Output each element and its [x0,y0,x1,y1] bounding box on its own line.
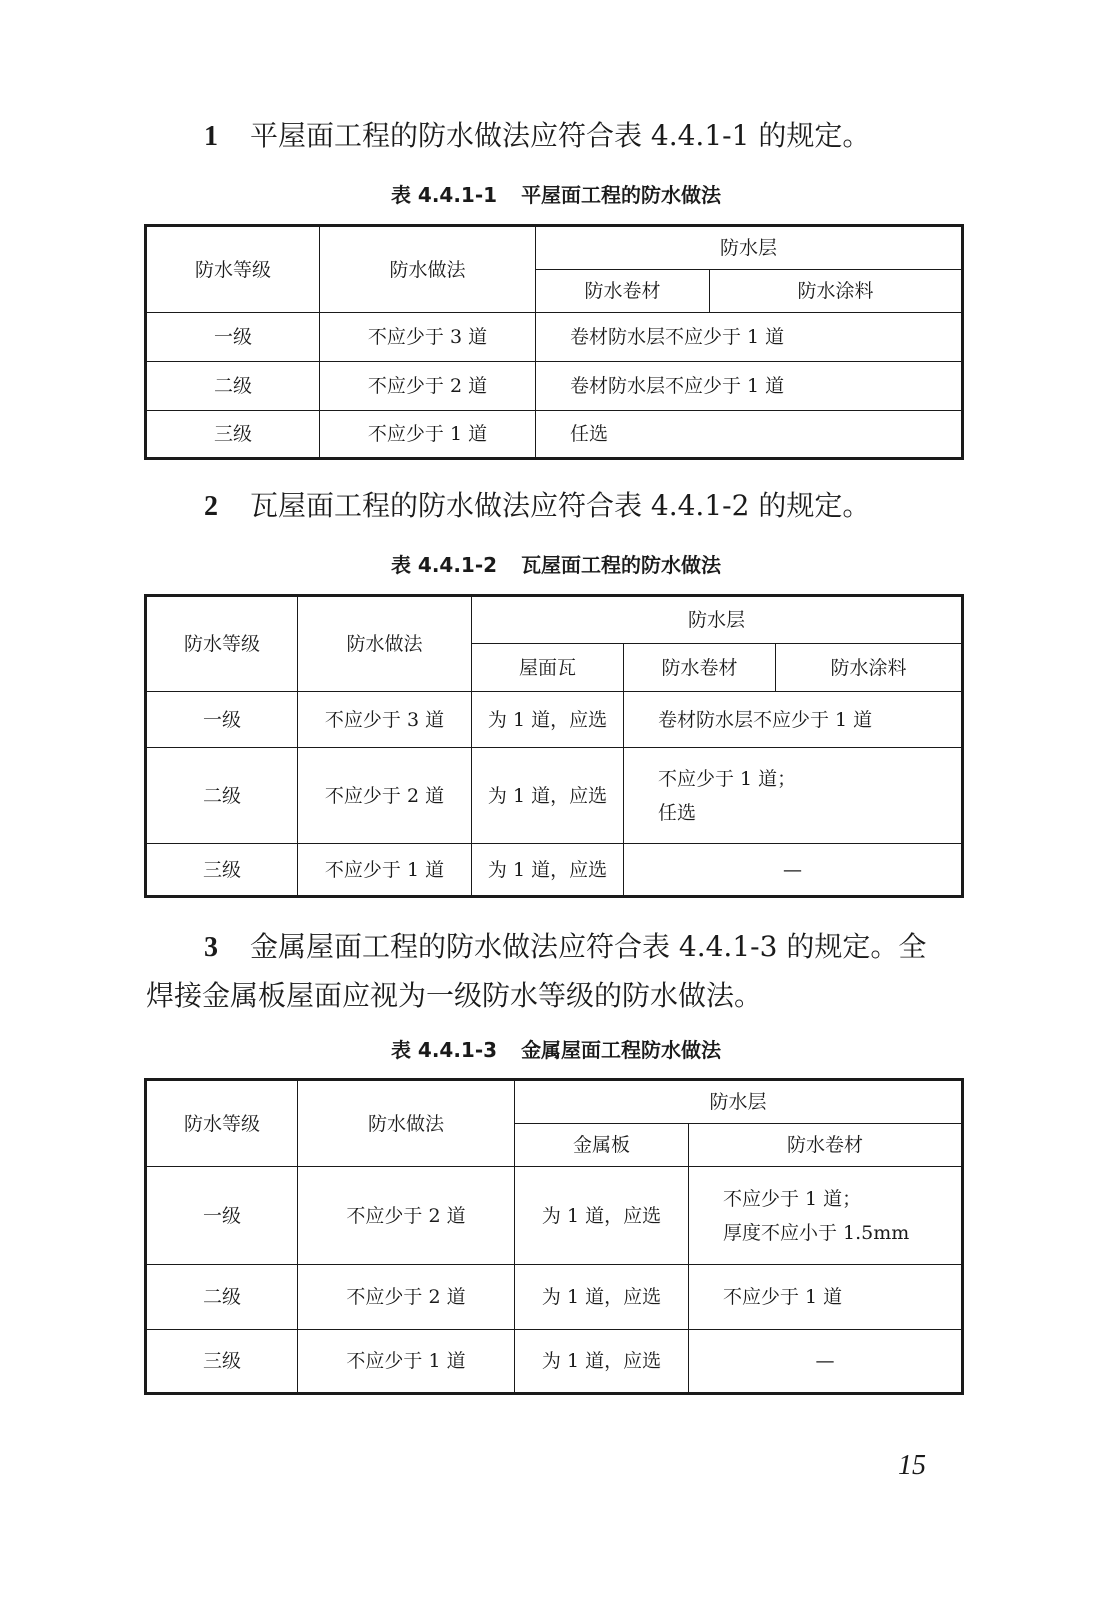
caption-number: 表 4.4.1-1 [390,183,498,207]
header-grade: 防水等级 [146,1080,298,1167]
paragraph-text: 平屋面工程的防水做法应符合表 4.4.1-1 的规定。 [250,119,871,152]
table-caption-3 [146,1036,966,1064]
cell-method: 不应少于 1 道 [320,411,536,459]
paragraph-text: 焊接金属板屋面应视为一级防水等级的防水做法。 [146,979,763,1012]
cell-line: 不应少于 1 道； [658,767,797,790]
caption-title: 平屋面工程的防水做法 [521,183,722,207]
cell-metal: 为 1 道，应选 [515,1167,689,1265]
cell-method: 不应少于 2 道 [298,748,472,844]
cell-tile: 为 1 道，应选 [472,844,624,897]
header-grade: 防水等级 [146,596,298,692]
cell-grade: 二级 [146,1265,298,1330]
cell-membrane: — [689,1330,963,1394]
cell-membrane: 不应少于 1 道 [689,1265,963,1330]
cell-layer: — [624,844,963,897]
table-row [146,362,963,411]
cell-layer: 卷材防水层不应少于 1 道 [624,692,963,748]
caption-title: 金属屋面工程防水做法 [521,1038,722,1062]
cell-grade: 一级 [146,313,320,362]
header-layer: 防水层 [472,596,963,644]
cell-method: 不应少于 2 道 [298,1167,515,1265]
paragraph-number: 2 [204,491,218,522]
caption-title: 瓦屋面工程的防水做法 [521,553,722,577]
cell-grade: 三级 [146,411,320,459]
header-sub: 防水涂料 [710,270,963,313]
header-layer: 防水层 [515,1080,963,1124]
paragraph-number: 1 [204,121,218,152]
cell-membrane [689,1167,963,1265]
cell-layer: 卷材防水层不应少于 1 道 [536,313,963,362]
header-method: 防水做法 [298,596,472,692]
cell-grade: 三级 [146,844,298,897]
table-row [146,313,963,362]
cell-metal: 为 1 道，应选 [515,1265,689,1330]
paragraph-text: 瓦屋面工程的防水做法应符合表 4.4.1-2 的规定。 [250,489,871,522]
cell-method: 不应少于 1 道 [298,844,472,897]
table-row [146,692,963,748]
header-method: 防水做法 [298,1080,515,1167]
cell-tile: 为 1 道，应选 [472,748,624,844]
paragraph-text: 金属屋面工程的防水做法应符合表 4.4.1-3 的规定。全 [250,930,927,963]
header-grade: 防水等级 [146,226,320,313]
cell-tile: 为 1 道，应选 [472,692,624,748]
table-row [146,1330,963,1394]
cell-metal: 为 1 道，应选 [515,1330,689,1394]
table-row [146,411,963,459]
table-row [146,1167,963,1265]
cell-method: 不应少于 1 道 [298,1330,515,1394]
header-sub: 防水卷材 [624,644,776,692]
page-number: 15 [898,1450,926,1481]
cell-method: 不应少于 3 道 [320,313,536,362]
paragraph-number: 3 [204,932,218,963]
cell-grade: 二级 [146,748,298,844]
caption-number: 表 4.4.1-2 [390,553,498,577]
cell-line: 厚度不应小于 1.5mm [723,1221,910,1244]
header-sub: 屋面瓦 [472,644,624,692]
cell-grade: 二级 [146,362,320,411]
header-method: 防水做法 [320,226,536,313]
cell-method: 不应少于 2 道 [298,1265,515,1330]
table-caption-1 [146,181,966,209]
header-layer: 防水层 [536,226,963,270]
cell-layer: 卷材防水层不应少于 1 道 [536,362,963,411]
cell-layer [624,748,963,844]
table-row [146,844,963,897]
header-sub: 防水涂料 [776,644,963,692]
cell-line: 任选 [658,801,697,824]
table-tile-roof [144,594,964,898]
paragraph-2 [146,482,976,531]
cell-layer: 任选 [536,411,963,459]
header-sub: 金属板 [515,1124,689,1167]
cell-line: 不应少于 1 道； [723,1187,862,1210]
caption-number: 表 4.4.1-3 [390,1038,498,1062]
table-metal-roof [144,1078,964,1395]
cell-method: 不应少于 3 道 [298,692,472,748]
cell-method: 不应少于 2 道 [320,362,536,411]
table-row [146,1265,963,1330]
table-flat-roof [144,224,964,460]
table-row [146,748,963,844]
table-caption-2 [146,551,966,579]
header-sub: 防水卷材 [689,1124,963,1167]
paragraph-3 [146,923,976,1020]
paragraph-1 [146,112,976,161]
cell-grade: 三级 [146,1330,298,1394]
cell-grade: 一级 [146,692,298,748]
cell-grade: 一级 [146,1167,298,1265]
header-sub: 防水卷材 [536,270,710,313]
